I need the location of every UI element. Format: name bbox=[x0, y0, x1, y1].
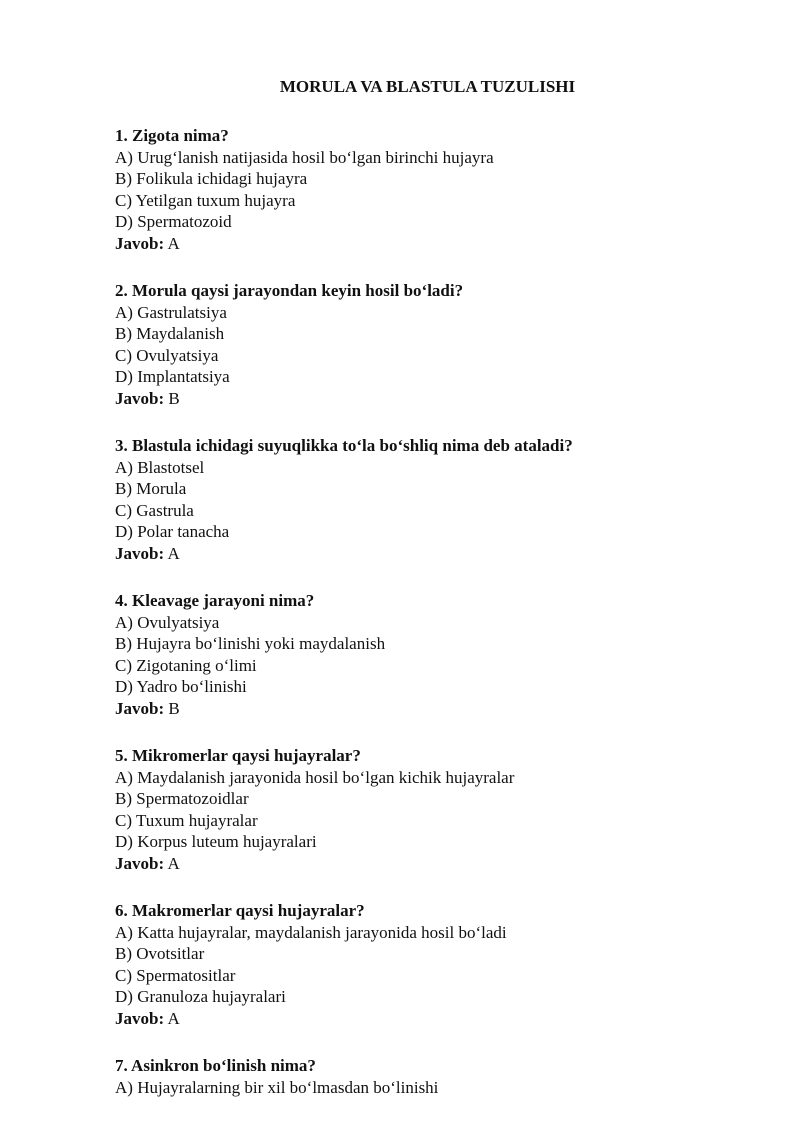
option-b: B) Maydalanish bbox=[115, 324, 225, 343]
option-b: B) Morula bbox=[115, 479, 187, 498]
question-title: 3. Blastula ichidagi suyuqlikka to‘la bo‘shliq nima deb ataladi? bbox=[115, 436, 573, 455]
answer-line bbox=[115, 233, 760, 255]
answer-value: A bbox=[167, 1008, 180, 1028]
option-d: D) Implantatsiya bbox=[115, 367, 230, 386]
answer-label: Javob: bbox=[115, 233, 165, 253]
answer-line bbox=[115, 1008, 760, 1030]
option-b: B) Ovotsitlar bbox=[115, 944, 205, 963]
option-b: B) Folikula ichidagi hujayra bbox=[115, 169, 308, 188]
option-a: A) Maydalanish jarayonida hosil bo‘lgan kichik hujayralar bbox=[115, 767, 515, 787]
option-c: C) Zigotaning o‘limi bbox=[115, 655, 257, 675]
question-title: 4. Kleavage jarayoni nima? bbox=[115, 591, 315, 610]
question-2 bbox=[115, 280, 760, 409]
answer-label: Javob: bbox=[115, 388, 165, 408]
option-d: D) Granuloza hujayralari bbox=[115, 987, 286, 1006]
option-a: A) Gastrulatsiya bbox=[115, 302, 227, 322]
question-1 bbox=[115, 125, 760, 254]
option-b: B) Hujayra bo‘linishi yoki maydalanish bbox=[115, 634, 386, 653]
option-a: A) Urug‘lanish natijasida hosil bo‘lgan birinchi hujayra bbox=[115, 147, 494, 167]
option-d: D) Polar tanacha bbox=[115, 522, 230, 541]
option-c: C) Yetilgan tuxum hujayra bbox=[115, 190, 296, 210]
question-3 bbox=[115, 435, 760, 564]
question-5 bbox=[115, 745, 760, 874]
option-c: C) Ovulyatsiya bbox=[115, 345, 219, 365]
option-d: D) Yadro bo‘linishi bbox=[115, 677, 247, 696]
question-6 bbox=[115, 900, 760, 1029]
answer-line bbox=[115, 698, 760, 720]
question-7 bbox=[115, 1055, 760, 1098]
option-c: C) Gastrula bbox=[115, 500, 194, 520]
option-d: D) Spermatozoid bbox=[115, 212, 232, 231]
option-c: C) Spermatositlar bbox=[115, 965, 236, 985]
answer-value: A bbox=[167, 233, 180, 253]
question-title: 2. Morula qaysi jarayondan keyin hosil bo‘ladi? bbox=[115, 281, 464, 300]
answer-label: Javob: bbox=[115, 1008, 165, 1028]
answer-value: A bbox=[167, 853, 180, 873]
document-title: MORULA VA BLASTULA TUZULISHI bbox=[279, 77, 576, 96]
option-c: C) Tuxum hujayralar bbox=[115, 810, 258, 830]
answer-label: Javob: bbox=[115, 698, 165, 718]
question-title: 1. Zigota nima? bbox=[115, 126, 229, 145]
option-b: B) Spermatozoidlar bbox=[115, 789, 249, 808]
option-a: A) Katta hujayralar, maydalanish jarayonida hosil bo‘ladi bbox=[115, 922, 507, 942]
option-a: A) Hujayralarning bir xil bo‘lmasdan bo‘linishi bbox=[115, 1077, 439, 1097]
answer-label: Javob: bbox=[115, 543, 165, 563]
option-a: A) Blastotsel bbox=[115, 457, 205, 477]
answer-line bbox=[115, 388, 760, 410]
answer-value: B bbox=[168, 698, 180, 718]
answer-line bbox=[115, 543, 760, 565]
answer-line bbox=[115, 853, 760, 875]
question-title: 7. Asinkron bo‘linish nima? bbox=[115, 1056, 316, 1075]
question-title: 5. Mikromerlar qaysi hujayralar? bbox=[115, 746, 361, 765]
answer-value: A bbox=[167, 543, 180, 563]
answer-value: B bbox=[168, 388, 180, 408]
answer-label: Javob: bbox=[115, 853, 165, 873]
question-title: 6. Makromerlar qaysi hujayralar? bbox=[115, 901, 365, 920]
option-d: D) Korpus luteum hujayralari bbox=[115, 832, 317, 851]
option-a: A) Ovulyatsiya bbox=[115, 612, 220, 632]
question-4 bbox=[115, 590, 760, 719]
